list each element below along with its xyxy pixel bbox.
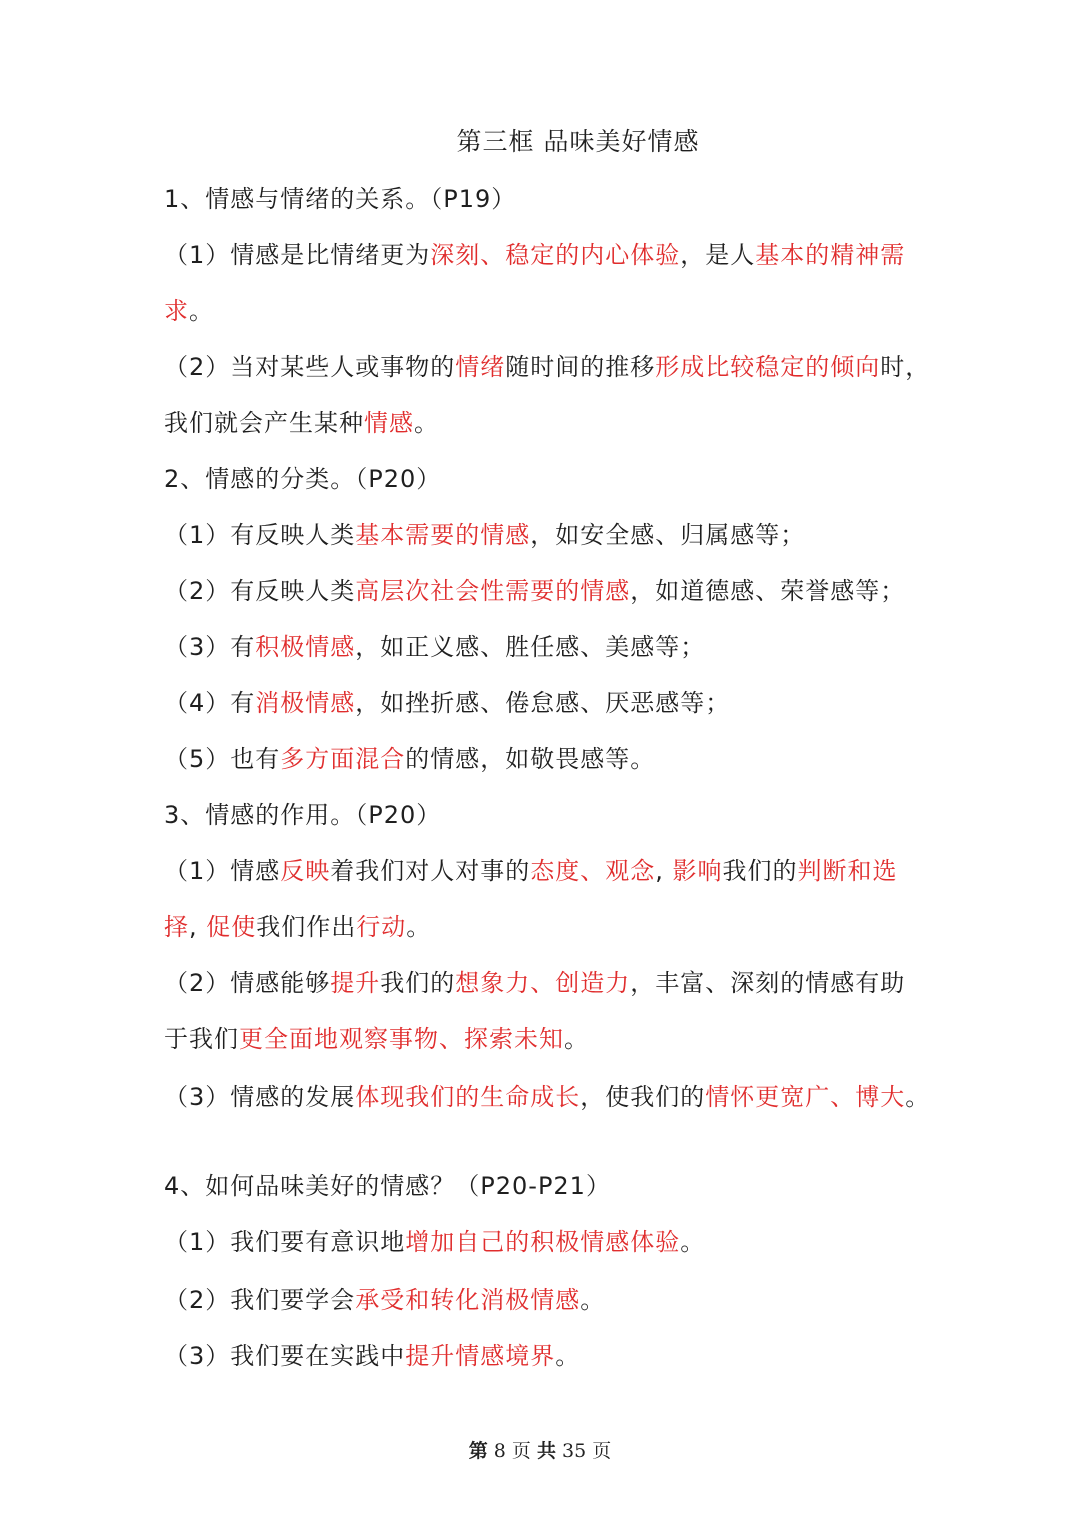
body-text: ，如挫折感、倦怠感、厌恶感等； (355, 689, 731, 717)
text-line (164, 685, 954, 721)
text-line (164, 853, 954, 889)
highlighted-text: 增加自己的积极情感体验 (405, 1228, 681, 1256)
highlighted-text: 情感 (364, 409, 414, 437)
body-text: 2、情感的分类。（P20） (164, 465, 442, 493)
body-text: ，如安全感、归属感等； (530, 521, 806, 549)
body-text: （1）情感是比情绪更为 (164, 241, 431, 269)
footer-page-number: 8 (493, 1440, 506, 1462)
body-text: , (655, 857, 673, 885)
text-line (164, 181, 954, 217)
text-line (164, 461, 954, 497)
highlighted-text: 想象力、创造力 (455, 969, 631, 997)
body-text: ，如道德感、荣誉感等； (630, 577, 906, 605)
text-line (164, 1079, 954, 1115)
body-text: 。 (580, 1286, 606, 1314)
body-text: ，使我们的 (580, 1083, 706, 1111)
body-text: 。 (406, 913, 432, 941)
body-text: （2）当对某些人或事物的 (164, 353, 456, 381)
highlighted-text: 态度、观念 (530, 857, 656, 885)
highlighted-text: 促使 (206, 913, 257, 941)
page-footer (0, 1437, 1080, 1465)
body-text: 。 (564, 1025, 589, 1053)
body-text: （3）我们要在实践中 (164, 1342, 406, 1370)
text-line (164, 573, 954, 609)
body-text: 时， (880, 353, 931, 381)
body-text: （3）有 (164, 633, 256, 661)
text-line (164, 405, 954, 441)
body-text: 。 (189, 297, 214, 325)
body-text: 我们的 (722, 857, 798, 885)
text-line (164, 1224, 954, 1260)
body-text: （4）有 (164, 689, 256, 717)
highlighted-text: 深刻、稳定的内心体验 (430, 241, 681, 269)
body-text: 。 (555, 1342, 581, 1370)
text-line (164, 1338, 954, 1374)
body-text: （3）情感的发展 (164, 1083, 356, 1111)
body-text: （2）有反映人类 (164, 577, 356, 605)
text-line (164, 237, 954, 273)
body-text: 3、情感的作用。（P20） (164, 801, 442, 829)
body-text: （1）我们要有意识地 (164, 1228, 406, 1256)
footer-total-pages: 35 (562, 1440, 587, 1462)
body-text: 。 (414, 409, 439, 437)
highlighted-text: 影响 (672, 857, 723, 885)
text-line (164, 1282, 954, 1318)
highlighted-text: 判断和选 (797, 857, 898, 885)
highlighted-text: 提升 (330, 969, 381, 997)
body-text: 着我们对人对事的 (330, 857, 531, 885)
body-text: 我们的 (380, 969, 456, 997)
footer-page-word: 页 (511, 1440, 531, 1462)
page-title: 第三框 品味美好情感 (456, 127, 700, 156)
highlighted-text: 更全面地观察事物、探索未知 (239, 1025, 564, 1053)
body-text: 。 (680, 1228, 706, 1256)
text-line (164, 741, 954, 777)
footer-total-word: 页 (592, 1440, 612, 1462)
body-text: , (189, 913, 207, 941)
highlighted-text: 情绪 (455, 353, 506, 381)
body-text: 4、如何品味美好的情感？（P20-P21） (164, 1172, 611, 1200)
body-text: 的情感，如敬畏感等。 (405, 745, 656, 773)
body-text: 1、情感与情绪的关系。（P19） (164, 185, 517, 213)
highlighted-text: 提升情感境界 (405, 1342, 556, 1370)
footer-prefix: 第 (468, 1440, 488, 1462)
text-line (164, 965, 954, 1001)
body-text: 。 (905, 1083, 931, 1111)
body-text: 我们就会产生某种 (164, 409, 364, 437)
body-text: ，是人 (680, 241, 756, 269)
body-text: （2）我们要学会 (164, 1286, 356, 1314)
highlighted-text: 承受和转化消极情感 (355, 1286, 581, 1314)
highlighted-text: 体现我们的生命成长 (355, 1083, 581, 1111)
highlighted-text: 形成比较稳定的倾向 (655, 353, 881, 381)
highlighted-text: 情怀更宽广、博大 (705, 1083, 906, 1111)
body-text: （1）情感 (164, 857, 281, 885)
footer-total-prefix: 共 (536, 1440, 556, 1462)
body-text: 我们作出 (256, 913, 357, 941)
body-text: 随时间的推移 (505, 353, 656, 381)
body-text: 于我们 (164, 1025, 239, 1053)
text-line (164, 1021, 954, 1057)
highlighted-text: 多方面混合 (280, 745, 406, 773)
text-line (164, 797, 954, 833)
text-line (164, 1168, 954, 1204)
body-text: （1）有反映人类 (164, 521, 356, 549)
highlighted-text: 求 (164, 297, 189, 325)
highlighted-text: 高层次社会性需要的情感 (355, 577, 631, 605)
body-text: （5）也有 (164, 745, 281, 773)
highlighted-text: 消极情感 (255, 689, 356, 717)
text-line (164, 909, 954, 945)
text-line (164, 517, 954, 553)
body-text: ，丰富、深刻的情感有助 (630, 969, 906, 997)
text-line (164, 293, 954, 329)
highlighted-text: 择 (164, 913, 189, 941)
body-text: ，如正义感、胜任感、美感等； (355, 633, 706, 661)
text-line (164, 629, 954, 665)
highlighted-text: 反映 (280, 857, 331, 885)
highlighted-text: 行动 (356, 913, 407, 941)
highlighted-text: 基本需要的情感 (355, 521, 531, 549)
body-text: （2）情感能够 (164, 969, 331, 997)
highlighted-text: 积极情感 (255, 633, 356, 661)
text-line (164, 349, 954, 385)
highlighted-text: 基本的精神需 (755, 241, 906, 269)
